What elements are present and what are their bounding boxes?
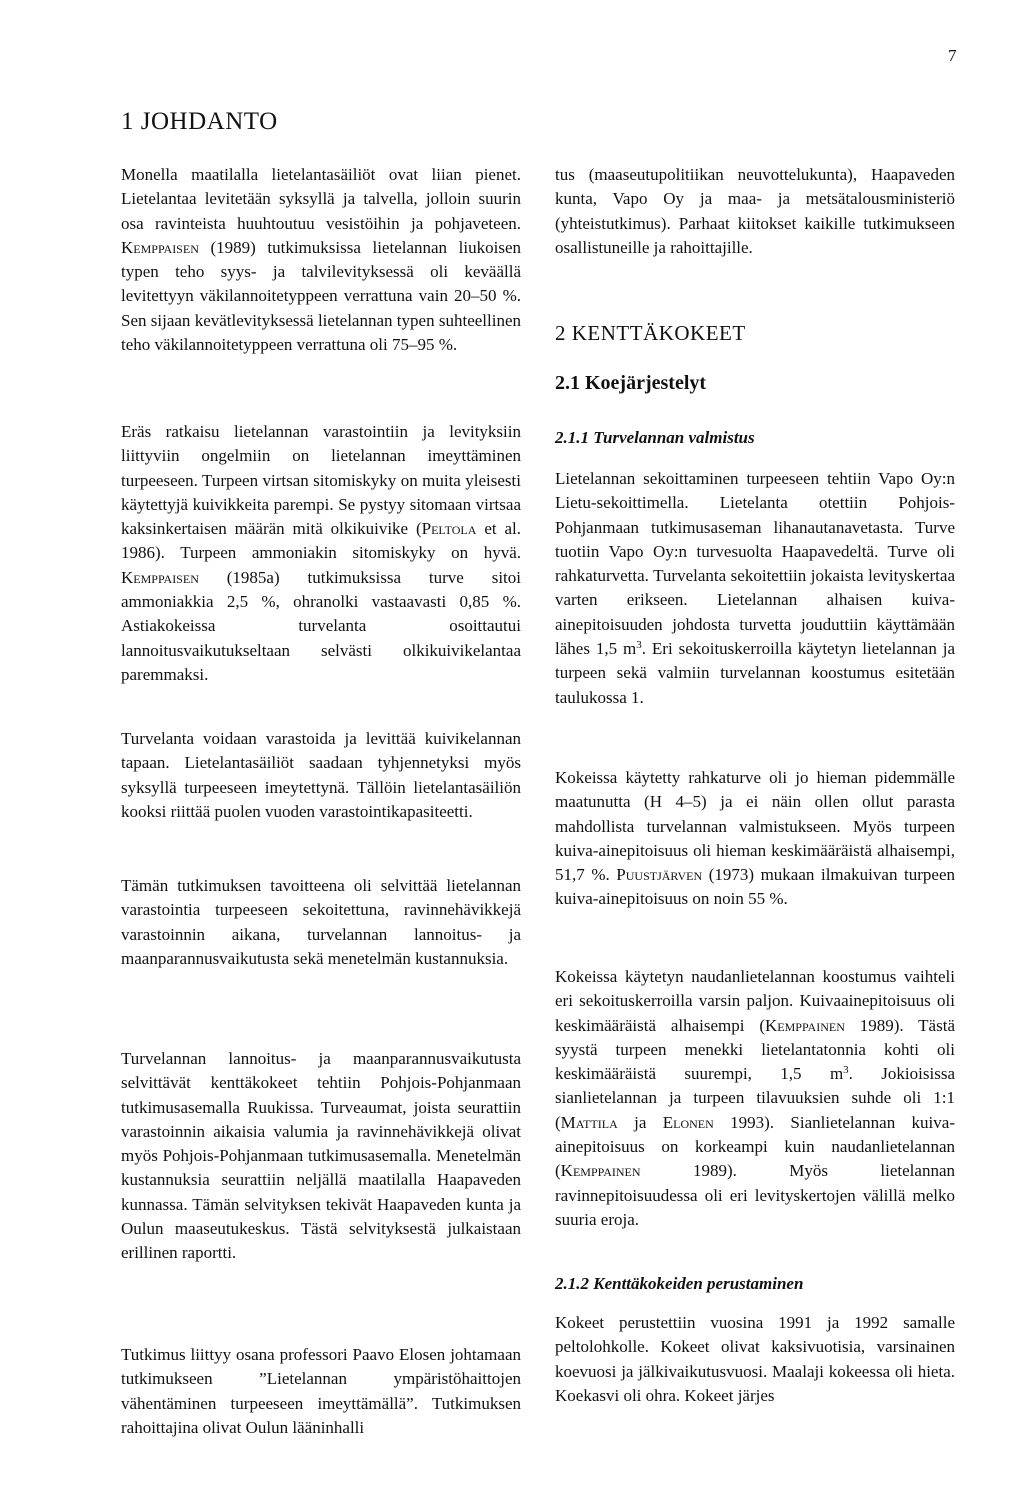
methods-paragraph-4: Kokeet perustettiin vuosina 1991 ja 1992 samalle peltolohkolle. Kokeet olivat kaksivuotisia, varsinainen koevuosi ja jälkivaikutusvuosi. Maalaji kokeessa oli hieta. Koekasvi oli ohra. Kokeet järjes [555, 1313, 955, 1405]
text-run: Monella maatilalla lietelantasäiliöt ovat liian pienet. Lietelantaa levitetään syksyllä ja talvella, jolloin suurin osa ravinteista huuhtoutuu vesistöihin ja pohjaveteen. [121, 165, 521, 233]
text-run: ja [617, 1112, 663, 1132]
subsection-heading-koejarjestelyt: 2.1 Koejärjestelyt [555, 372, 707, 394]
methods-paragraph-2 [555, 766, 955, 912]
author-citation: Puustjärven [616, 865, 703, 885]
text-run: . Jokioisissa sianlietelannan ja turpeen tilavuuksien suhde oli 1:1 ( [555, 1064, 955, 1132]
author-citation: Kemppaisen [121, 237, 199, 257]
superscript: 3 [636, 639, 642, 652]
author-citation: Mattila [560, 1112, 618, 1132]
superscript: 3 [843, 1064, 849, 1077]
text-run: Kokeissa käytetyn naudanlietelannan koostumus vaihteli eri sekoituskerroilla varsin paljon. Kuivaainepitoisuus oli keskimääräistä alhaisempi ( [555, 967, 955, 1035]
text-run: Eräs ratkaisu lietelannan varastointiin ja levityksiin liittyviin ongelmiin on lietelannan imeyttäminen turpeeseen. Turpeen virtsan sitomiskyky on muita yleisesti käytettyjä kuivikkeita parempi. Se pystyy sitomaan virtsaa kaksinkertaisen määrän mitä olkikuivike ( [121, 422, 521, 539]
author-citation: Elonen [662, 1112, 714, 1132]
methods-paragraph-1 [555, 467, 955, 710]
intro-paragraph-1 [121, 163, 521, 357]
text-run: (1989) tutkimuksissa lietelannan liukoisen typen teho syys- ja talvilevityksessä oli keväällä levitettyyn väkilannoitetyppeen verrattuna vain 20–50 %. Sen sijaan kevätlevityksessä lietelannan typen suhteellinen teho väkilannoitetyppeen verrattuna oli 75–95 %. [121, 237, 521, 355]
page-number: 7 [948, 46, 957, 65]
author-citation: Kemppainen [560, 1161, 641, 1181]
section-heading-kenttakokeet: 2 KENTTÄKOKEET [555, 321, 746, 345]
author-citation: Kemppaisen [121, 567, 199, 587]
text-run: 1989). Tästä syystä turpeen menekki lietelantatonnia kohti oli keskimääräistä suurempi, 1,5 m [555, 1015, 955, 1084]
intro-paragraph-5: Turvelannan lannoitus- ja maanparannusvaikutusta selvittävät kenttäkokeet tehtiin Pohjois-Pohjanmaan tutkimusasemalla Ruukissa. Turveaumat, joista seurattiin varastoinnin aikaisia valumia ja ravinnehävikkejä olivat myös Pohjois-Pohjanmaan tutkimusasemalla. Menetelmän kustannuksia seurattiin neljällä maatilalla Haapaveden kunnassa. Tämän selvityksen tekivät Haapaveden kunta ja Oulun maaseutukeskus. Tästä selvityksestä julkaistaan erillinen raportti. [121, 1049, 521, 1263]
text-run: Lietelannan sekoittaminen turpeeseen tehtiin Vapo Oy:n Lietu-sekoittimella. Lietelanta otettiin Pohjois-Pohjanmaan tutkimusaseman lihanautanavetasta. Turve tuotiin Vapo Oy:n turvesuolta Haapavedeltä. Turve oli rahkaturvetta. Turvelanta sekoitettiin jokaista levityskertaa varten erikseen. Lietelannan alhaisen kuiva-ainepitoisuuden johdosta turvetta jouduttiin käyttämään lähes 1,5 m [555, 469, 955, 659]
section-heading-johdanto: 1 JOHDANTO [121, 108, 278, 135]
author-citation: Kemppainen [765, 1015, 845, 1035]
text-run: (1973) mukaan ilmakuivan turpeen kuiva-ainepitoisuus on noin 55 %. [555, 865, 955, 909]
subsubsection-heading-turvelannan-valmistus: 2.1.1 Turvelannan valmistus [555, 428, 755, 447]
methods-paragraph-3 [555, 965, 955, 1232]
text-run: 1993). Sianlietelannan kuiva-ainepitoisuus on korkeampi kuin naudanlietelannan ( [555, 1112, 955, 1181]
intro-paragraph-3: Turvelanta voidaan varastoida ja levittää kuivikelannan tapaan. Lietelantasäiliöt saadaan tyhjennetyksi myös syksyllä turpeeseen imeytettynä. Tällöin lietelantasäiliön kooksi riittää puolen vuoden varastointikapasiteetti. [121, 729, 521, 821]
author-citation: Peltola [421, 519, 477, 539]
text-run: 1989). Myös lietelannan ravinnepitoisuudessa oli eri levityskertojen välillä melko suuria eroja. [555, 1161, 955, 1229]
intro-paragraph-6-continued: tus (maaseutupolitiikan neuvottelukunta), Haapaveden kunta, Vapo Oy ja maa- ja metsätalousministeriö (yhteistutkimus). Parhaat kiitokset kaikille tutkimukseen osallistuneille ja rahoittajille. [555, 165, 955, 257]
intro-paragraph-4: Tämän tutkimuksen tavoitteena oli selvittää lietelannan varastointia turpeeseen sekoitettuna, ravinnehävikkejä varastoinnin aikana, turvelannan lannoitus- ja maanparannusvaikutusta sekä menetelmän kustannuksia. [121, 876, 521, 968]
text-run: . Eri sekoituskerroilla käytetyn lietelannan ja turpeen sekä valmiin turvelannan koostumus esitetään taulukossa 1. [555, 639, 955, 707]
text-run: et al. 1986). Turpeen ammoniakin sitomiskyky on hyvä. [121, 519, 522, 563]
text-run: Kokeissa käytetty rahkaturve oli jo hieman pidemmälle maatunutta (H 4–5) ja ei näin ollen ollut parasta mahdollista turvelannan valmistukseen. Myös turpeen kuiva-ainepitoisuus oli hieman keskimääräistä alhaisempi, 51,7 %. [555, 768, 955, 885]
intro-paragraph-2 [121, 420, 521, 687]
text-run: (1985a) tutkimuksissa turve sitoi ammoniakkia 2,5 %, ohranolki vastaavasti 0,85 %. Astiakokeissa turvelanta osoittautui lannoitusvaikutukseltaan selvästi olkikuivikelantaa paremmaksi. [121, 567, 521, 684]
subsubsection-heading-kenttakokeiden-perustaminen: 2.1.2 Kenttäkokeiden perustaminen [555, 1274, 804, 1293]
intro-paragraph-6: Tutkimus liittyy osana professori Paavo Elosen johtamaan tutkimukseen ”Lietelannan ympäristöhaittojen vähentäminen turpeeseen imeyttämällä”. Tutkimuksen rahoittajina olivat Oulun lääninhalli [121, 1345, 521, 1437]
